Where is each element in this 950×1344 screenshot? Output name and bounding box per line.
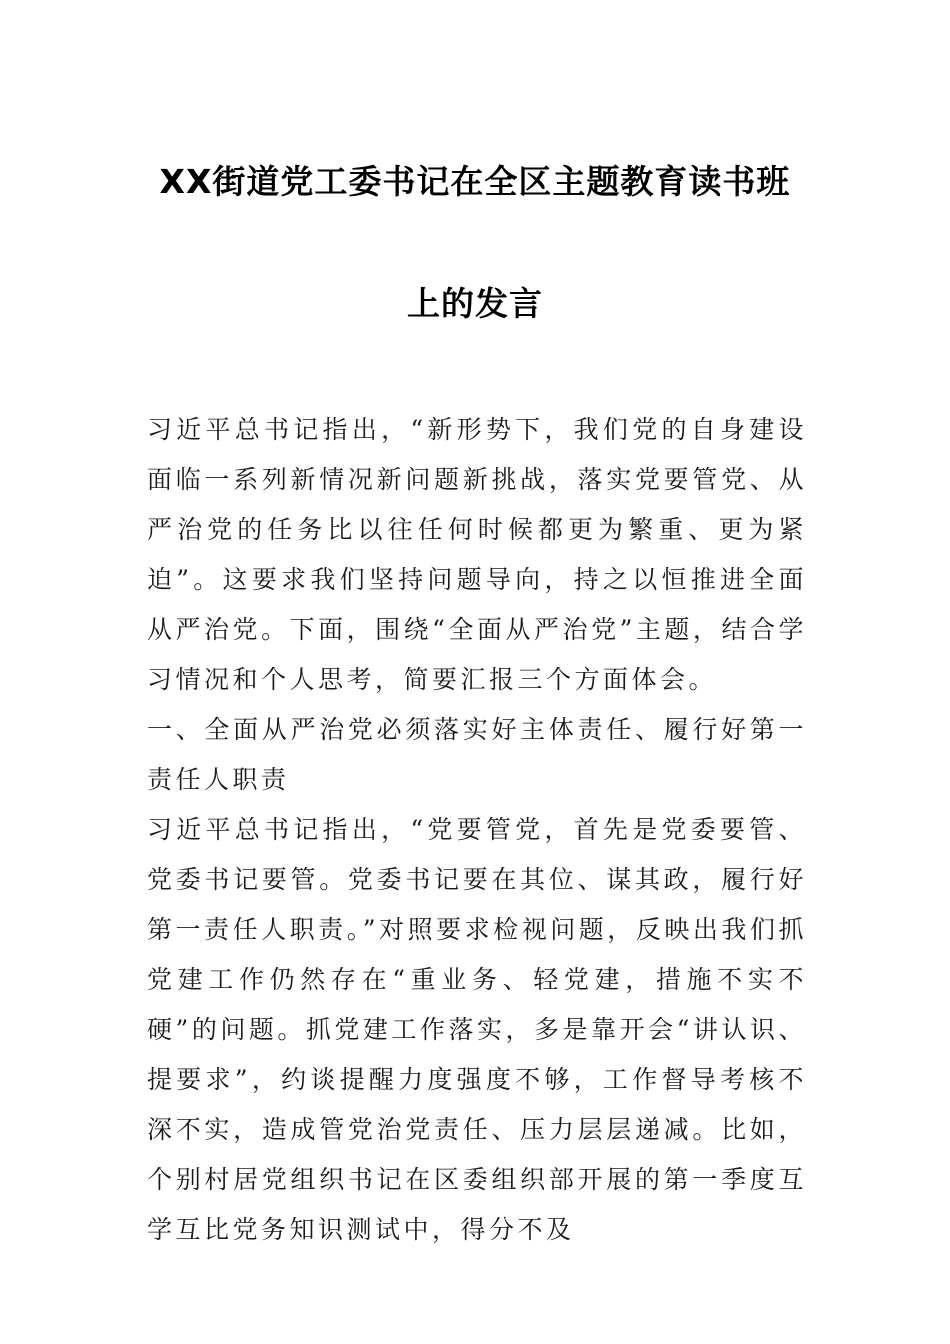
document-title-line-1: XX街道党工委书记在全区主题教育读书班 — [159, 162, 791, 201]
paragraph-section-1: 习近平总书记指出，“党要管党，首先是党委要管、党委书记要管。党委书记要在其位、谋其政，履行好第一责任人职责。”对照要求检视问题，反映出我们抓党建工作仍然存在“重业务、轻党建，措施不实不硬”的问题。抓党建工作落实，多是靠开会“讲认识、提要求”，约谈提醒力度强度不够，工作督导考核不深不实，造成管党治党责任、压力层层递减。比如，个别村居党组织书记在区委组织部开展的第一季度互学互比党务知识测试中，得分不及 — [147, 815, 807, 1244]
section-heading-1: 一、全面从严治党必须落实好主体责任、履行好第一责任人职责 — [147, 715, 807, 794]
document-title-line-2: 上的发言 — [407, 284, 543, 323]
document-body — [147, 405, 807, 1255]
paragraph-intro: 习近平总书记指出，“新形势下，我们党的自身建设面临一系列新情况新问题新挑战，落实党要管党、从严治党的任务比以往任何时候都更为繁重、更为紧迫”。这要求我们坚持问题导向，持之以恒推进全面从严治党。下面，围绕“全面从严治党”主题，结合学习情况和个人思考，简要汇报三个方面体会。 — [147, 415, 807, 694]
